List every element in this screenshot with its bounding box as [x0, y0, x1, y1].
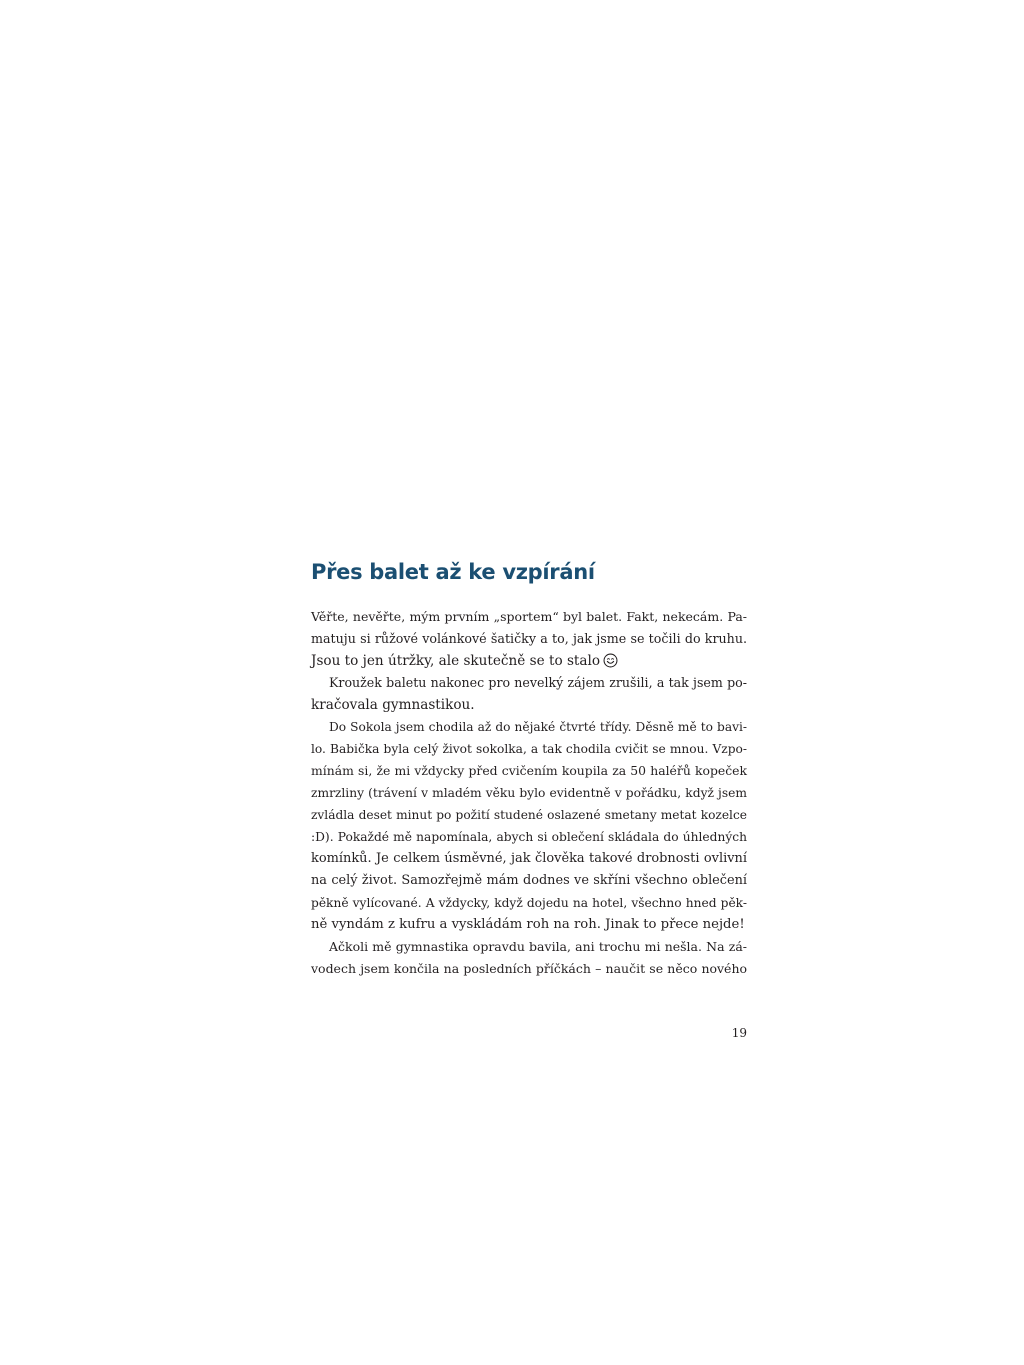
text-line: mínám si, že mi vždycky před cvičením koupila za 50 haléřů kopeček	[311, 763, 747, 778]
text-line: zmrzliny (trávení v mladém věku bylo evidentně v pořádku, když jsem	[311, 786, 747, 800]
smiley-face-icon	[603, 653, 618, 668]
paragraph	[311, 716, 747, 936]
text-line: Jsou to jen útržky, ale skutečně se to stalo	[311, 653, 601, 669]
body-text	[311, 606, 747, 980]
page-number: 19	[731, 1026, 747, 1040]
paragraph	[311, 672, 747, 716]
text-line: ně vyndám z kufru a vyskládám roh na roh. Jinak to přece nejde!	[311, 917, 745, 932]
text-line: matuju si růžové volánkové šatičky a to, jak jsme se točili do kruhu.	[311, 631, 747, 646]
text-line: kračovala gymnastikou.	[311, 697, 475, 713]
paragraph	[311, 936, 747, 980]
text-line: pěkně vylícované. A vždycky, když dojedu na hotel, všechno hned pěk-	[311, 896, 747, 910]
text-line: komínků. Je celkem úsměvné, jak člověka takové drobnosti ovlivní	[311, 851, 747, 866]
text-line: lo. Babička byla celý život sokolka, a tak chodila cvičit se mnou. Vzpo-	[311, 742, 747, 756]
text-line: :D). Pokaždé mě napomínala, abych si oblečení skládala do úhledných	[311, 830, 747, 844]
text-line: na celý život. Samozřejmě mám dodnes ve skříni všechno oblečení	[311, 873, 747, 888]
text-line: Ačkoli mě gymnastika opravdu bavila, ani trochu mi nešla. Na zá-	[329, 939, 747, 954]
text-line: vodech jsem končila na posledních příčkách – naučit se něco nového	[311, 961, 747, 976]
text-line: zvládla deset minut po požití studené oslazené smetany metat kozelce	[311, 808, 747, 822]
text-line-with-icon	[311, 650, 747, 672]
paragraph	[311, 606, 747, 672]
text-line: Kroužek baletu nakonec pro nevelký zájem zrušili, a tak jsem po-	[329, 675, 747, 690]
text-line: Věřte, nevěřte, mým prvním „sportem“ byl balet. Fakt, nekecám. Pa-	[311, 609, 747, 624]
text-line: Do Sokola jsem chodila až do nějaké čtvrté třídy. Děsně mě to bavi-	[329, 720, 747, 734]
chapter-title: Přes balet až ke vzpírání	[311, 560, 595, 584]
